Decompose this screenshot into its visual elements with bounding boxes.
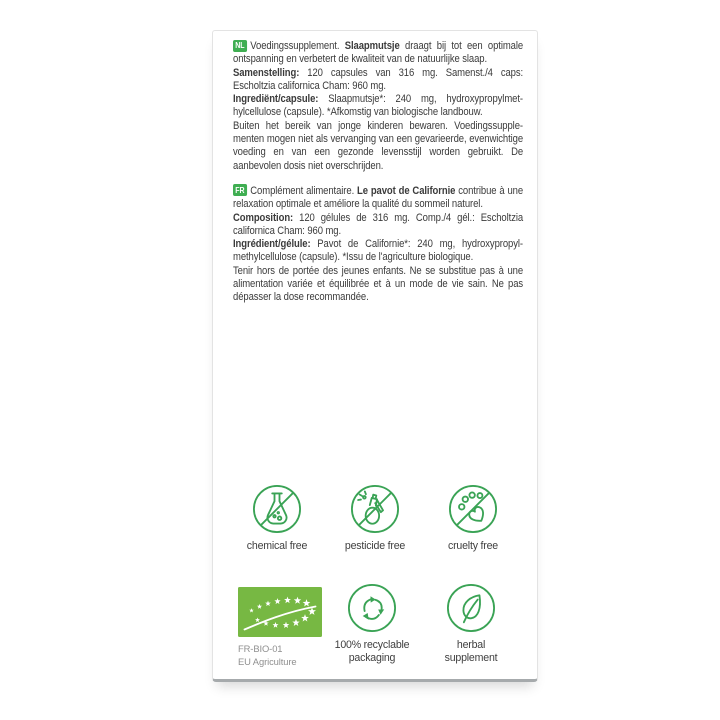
recyclable-label-line2: packaging [348, 652, 396, 664]
label-panel [212, 30, 538, 682]
chemical-free-item [232, 483, 322, 552]
nl-composition-label: Samenstelling: [233, 66, 300, 79]
fr-intro-paragraph [233, 185, 523, 212]
recyclable-packaging-item [327, 582, 417, 665]
eu-organic-origin: EU Agriculture [238, 655, 297, 667]
nl-intro-pre: Voedingssupplement. [250, 40, 345, 52]
fr-language-badge: FR [233, 184, 247, 196]
nl-composition-text: 120 capsules van 316 mg. Samenst./4 caps: Escholtzia californica Cham: 960 mg. [233, 66, 524, 92]
eu-organic-certification [238, 587, 334, 668]
fr-ingredient-label: Ingrédient/gélule: [233, 238, 311, 251]
fr-product-name: Le pavot de Californie [357, 184, 456, 197]
no-chemical-flask-icon [251, 483, 303, 535]
nl-composition-paragraph [233, 67, 523, 94]
fr-composition-text: 120 gélules de 316 mg. Comp./4 gél.: Escholtzia californica Cham: 960 mg. [233, 211, 524, 237]
nl-product-name: Slaapmutsje [344, 40, 400, 52]
fr-ingredient-text: Pavot de Californie*: 240 mg, hydroxypropylmethylcellulose (capsule). *Issu de l'agriculture biologique. [233, 238, 524, 264]
fr-ingredient-paragraph [233, 238, 523, 265]
herbal-label-line2: supplement [444, 652, 498, 664]
pesticide-free-item [330, 483, 420, 552]
recyclable-label-line1: 100% recyclable [334, 639, 410, 651]
eu-organic-leaf-logo-icon [238, 587, 322, 637]
regulatory-text [233, 40, 523, 305]
fr-intro-pre: Complément alimentaire. [250, 184, 358, 197]
nl-warning-text: Buiten het bereik van jonge kinderen bewaren. Voedingssupplementen mogen niet als vervanging van een gevarieerde, evenwichtige voeding en van een gezonde levensstijl worden gebruikt. De aanbevolen dosis niet overschrijden. [233, 119, 524, 172]
fr-section [233, 185, 523, 305]
fr-warning-paragraph [233, 265, 523, 305]
eu-organic-code: FR-BIO-01 [238, 643, 283, 654]
herbal-leaf-icon [445, 582, 497, 634]
fr-warning-text: Tenir hors de portée des jeunes enfants. Ne se substitue pas à une alimentation variée et équilibrée et à un mode de vie sain. Ne pas dépasser la dose recommandée. [233, 264, 524, 304]
no-pesticide-spray-icon [349, 483, 401, 535]
herbal-supplement-item [426, 582, 516, 665]
pesticide-free-label: pesticide free [344, 540, 406, 552]
nl-ingredient-paragraph [233, 93, 523, 120]
nl-ingredient-label: Ingrediënt/capsule: [233, 93, 319, 106]
herbal-label-line1: herbal [456, 639, 486, 651]
cruelty-free-label: cruelty free [448, 540, 498, 552]
nl-ingredient-text: Slaapmutsje*: 240 mg, hydroxypropylmethylcellulose (capsule). *Afkomstig van biologische landbouw. [233, 93, 524, 119]
nl-language-badge: NL [233, 40, 247, 52]
cruelty-free-item [428, 483, 518, 552]
nl-intro-post: draagt bij tot een optimale ontspanning en verbetert de kwaliteit van de natuurlijke slaap. [233, 40, 524, 66]
chemical-free-label: chemical free [246, 540, 308, 552]
nl-warning-paragraph [233, 120, 523, 173]
no-cruelty-paw-icon [447, 483, 499, 535]
nl-intro-paragraph [233, 40, 523, 67]
fr-composition-paragraph [233, 212, 523, 239]
nl-section [233, 40, 523, 173]
fr-intro-post: contribue à une relaxation optimale et améliore la qualité du sommeil naturel. [233, 184, 524, 211]
free-from-icons-row [213, 483, 537, 552]
fr-composition-label: Composition: [233, 211, 294, 224]
recycle-icon [346, 582, 398, 634]
